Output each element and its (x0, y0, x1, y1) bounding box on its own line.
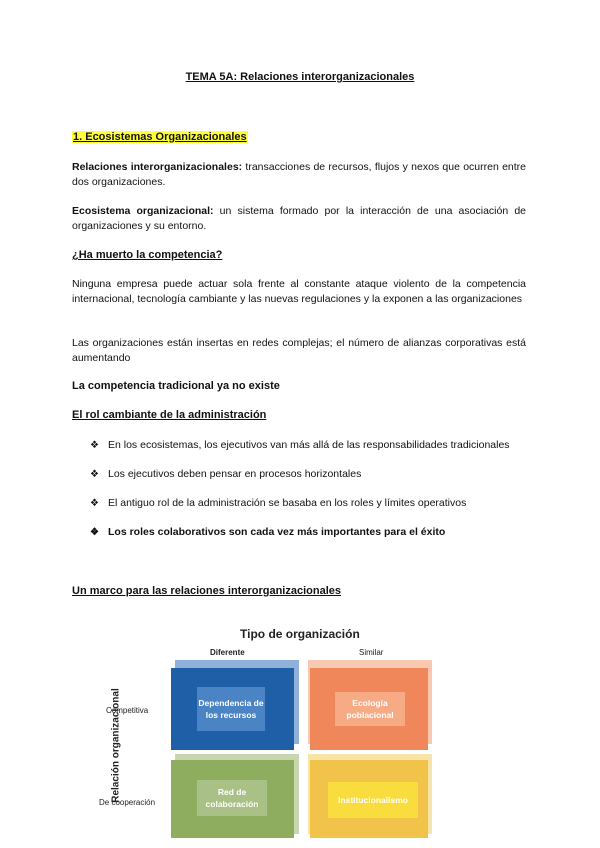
heading-marco: Un marco para las relaciones interorganizacionales (72, 585, 341, 597)
tile-red (171, 760, 294, 838)
tile-institucionalismo (310, 760, 428, 838)
definition-ecosistema (72, 204, 526, 234)
list-item-text: En los ecosistemas, los ejecutivos van más allá de las responsabilidades tradicionales (108, 439, 510, 451)
section-heading-ecosistemas: 1. Ecosistemas Organizacionales (73, 131, 247, 143)
paragraph-redes: Las organizaciones están insertas en redes complejas; el número de alianzas corporativas está aumentando (72, 337, 526, 364)
document-title: TEMA 5A: Relaciones interorganizacionales (185, 71, 415, 83)
diamond-bullet-icon: ❖ (90, 440, 99, 451)
cell-institucionalismo: Institucionalismo (328, 782, 418, 818)
cell-ecologia-poblacional: Ecología poblacional (335, 692, 405, 726)
diamond-bullet-icon: ❖ (90, 498, 99, 509)
list-item-text: Los ejecutivos deben pensar en procesos horizontales (108, 468, 362, 480)
definition-term: Relaciones interorganizacionales: (72, 161, 243, 173)
cell-dependencia-recursos: Dependencia de los recursos (197, 687, 265, 731)
column-label-similar: Similar (359, 648, 384, 657)
heading-rol-administracion: El rol cambiante de la administración (72, 409, 267, 421)
cell-red-colaboracion: Red de colaboración (197, 780, 267, 816)
paragraph-competencia: Ninguna empresa puede actuar sola frente al constante ataque violento de la competencia internacional, tecnología cambiante y las nuevas regulaciones y la exponen a las organizaciones (72, 278, 526, 305)
tile-dependencia (171, 668, 294, 750)
column-label-diferente: Diferente (210, 648, 245, 657)
tile-ecologia (310, 668, 428, 750)
bullet-list (90, 438, 526, 554)
definition-relaciones (72, 160, 526, 190)
definition-term: Ecosistema organizacional: (72, 205, 214, 217)
heading-competencia: ¿Ha muerto la competencia? (72, 249, 223, 261)
diamond-bullet-icon: ❖ (90, 527, 99, 538)
heading-competencia-tradicional: La competencia tradicional ya no existe (72, 380, 280, 392)
figure-title: Tipo de organización (240, 627, 360, 641)
row-label-competitiva: Competitiva (106, 706, 149, 715)
list-item-text: El antiguo rol de la administración se basaba en los roles y límites operativos (108, 497, 467, 509)
list-item (90, 467, 526, 482)
vertical-axis-label: Relación organizacional (110, 688, 122, 803)
list-item-text: Los roles colaborativos son cada vez más importantes para el éxito (108, 526, 446, 538)
definition-text: un sistema formado por la interacción de una asociación de organizaciones y su entorno. (72, 205, 526, 232)
row-label-cooperacion: De cooperación (99, 798, 156, 807)
framework-figure (72, 620, 452, 840)
list-item (90, 438, 526, 453)
definition-text: transacciones de recursos, flujos y nexos que ocurren entre dos organizaciones. (72, 161, 526, 188)
diamond-bullet-icon: ❖ (90, 469, 99, 480)
list-item (90, 525, 526, 540)
list-item (90, 496, 526, 511)
